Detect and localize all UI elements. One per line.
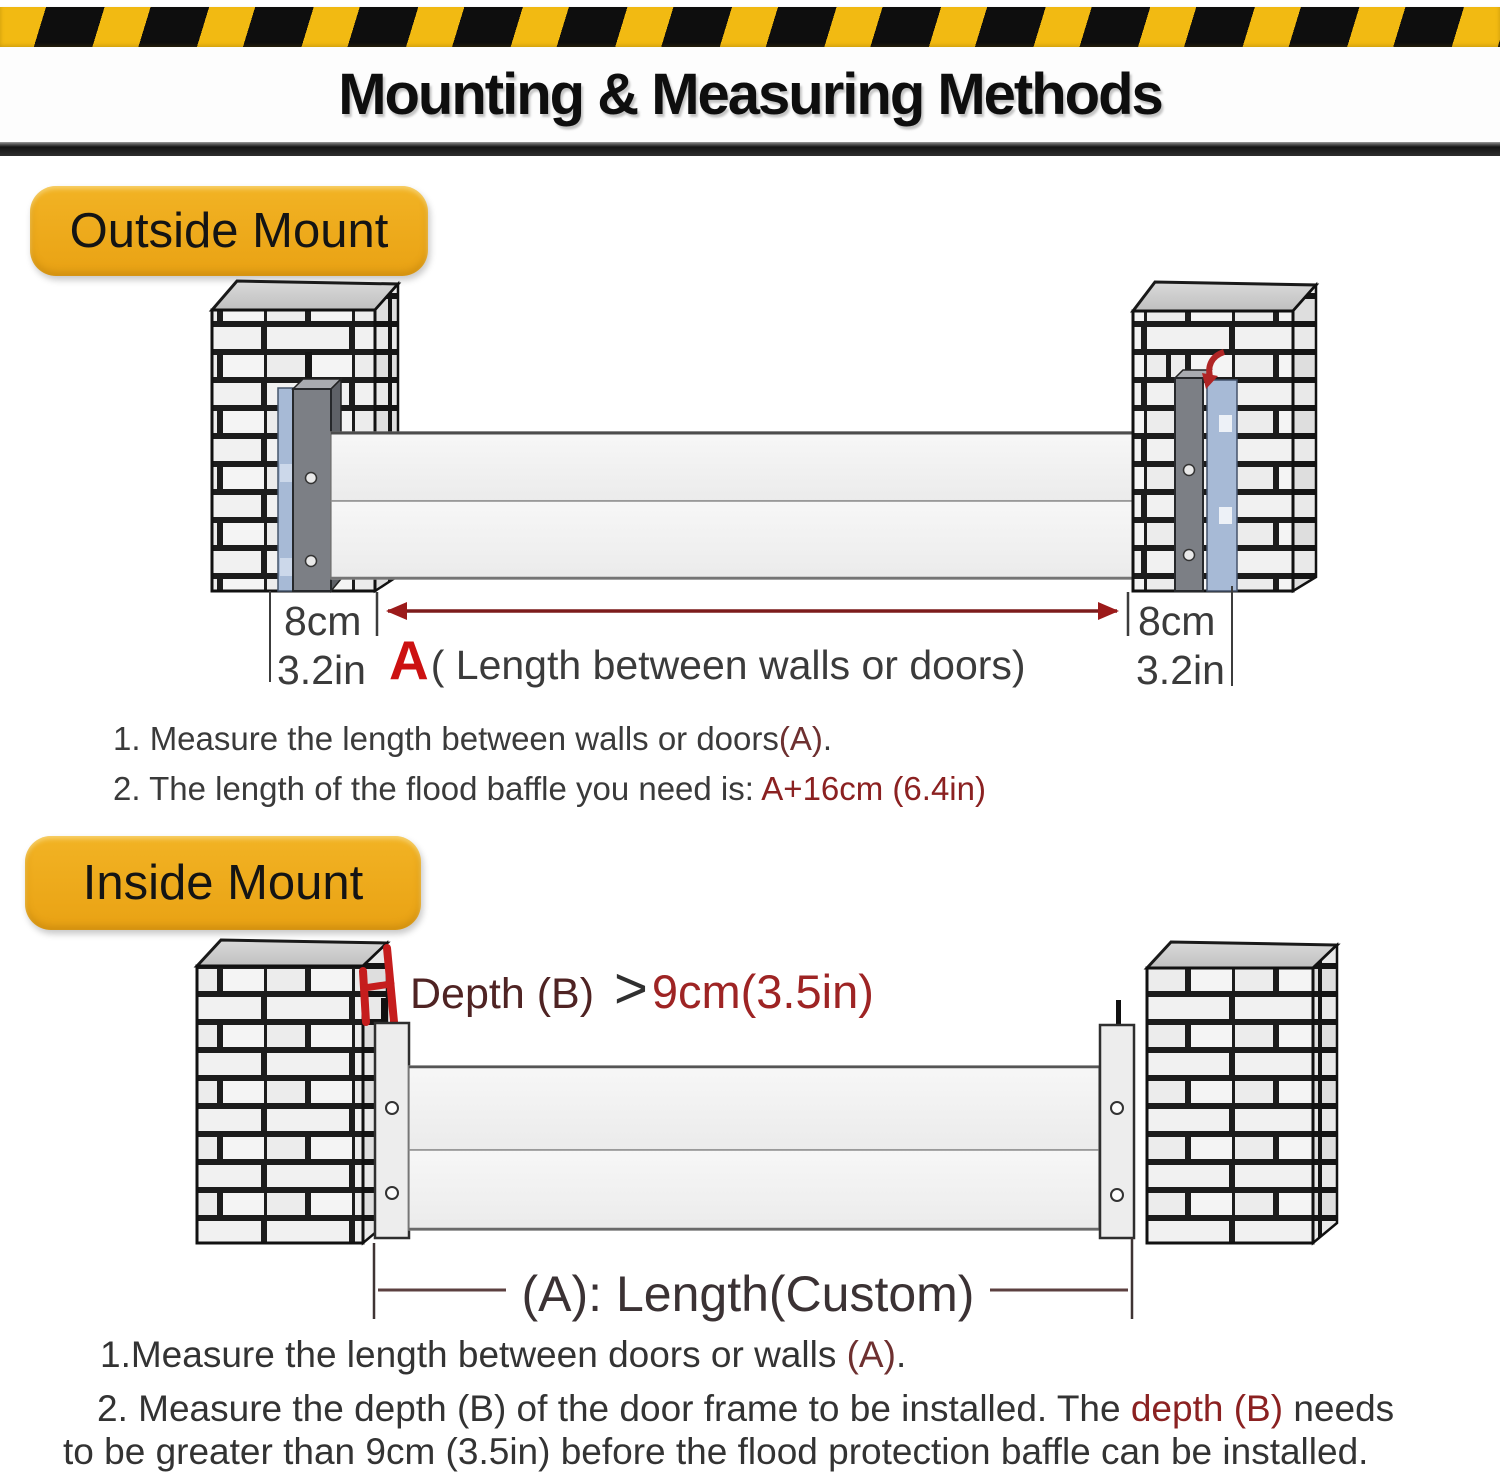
title-band xyxy=(0,47,1500,142)
caution-tape-stripe xyxy=(0,7,1500,49)
inside-dimension xyxy=(374,1238,1132,1322)
channel-rod xyxy=(1166,351,1171,379)
outside-step-2: 2. The length of the flood baffle you need is: A+16cm (6.4in) xyxy=(113,770,986,807)
arrowhead-left xyxy=(386,602,407,620)
depth-annotation: Depth (B) >9cm(3.5in) xyxy=(410,956,874,1021)
dim-right-cm: 8cm xyxy=(1138,598,1216,644)
inside-left-channel xyxy=(375,998,409,1238)
channel-rod xyxy=(305,352,312,382)
dim-left-cm: 8cm xyxy=(284,598,362,644)
screw-hole xyxy=(1111,1189,1123,1201)
inside-step-2: 2. Measure the depth (B) of the door frame to be installed. The depth (B) needs xyxy=(97,1388,1395,1429)
outside-dimension xyxy=(270,586,1232,688)
pillar-front-face xyxy=(197,966,363,1243)
screw-hole xyxy=(1111,1102,1123,1114)
inside-left-pillar xyxy=(197,940,387,1243)
dim-a-label: A( Length between walls or doors) xyxy=(389,629,1026,688)
inside-mount-diagram xyxy=(0,938,1500,1333)
pillar-cap xyxy=(1133,282,1316,311)
length-custom-label: (A): Length(Custom) xyxy=(521,1266,975,1322)
barrier-plank-bottom xyxy=(409,1150,1099,1230)
pillar-side-face xyxy=(1293,285,1316,591)
screw-hole xyxy=(1184,550,1195,561)
barrier-plank-top xyxy=(409,1066,1099,1150)
dim-right-in: 3.2in xyxy=(1136,647,1225,688)
outside-mount-diagram xyxy=(0,268,1500,688)
header-divider-bar xyxy=(0,142,1500,156)
dim-left-in: 3.2in xyxy=(277,647,366,688)
outside-right-seal-strip xyxy=(1207,380,1237,591)
barrier-plank-bottom xyxy=(331,501,1175,579)
channel-rod xyxy=(381,998,386,1024)
inside-step-2-continued: to be greater than 9cm (3.5in) before the flood protection baffle can be installed. xyxy=(63,1431,1369,1472)
outside-mount-steps xyxy=(113,714,986,814)
pillar-cap xyxy=(197,940,387,966)
outside-left-seal-strip xyxy=(278,388,294,591)
channel-rod xyxy=(1116,1000,1121,1025)
outside-mount-badge xyxy=(30,186,428,276)
outside-step-1: 1. Measure the length between walls or doors(A). xyxy=(113,720,833,757)
inside-mount-badge-label: Inside Mount xyxy=(82,856,364,910)
pillar-cap xyxy=(212,281,398,310)
outside-mount-badge-label: Outside Mount xyxy=(69,204,389,258)
inside-step-1: 1.Measure the length between doors or walls (A). xyxy=(100,1334,907,1375)
pillar-side-face xyxy=(1313,945,1337,1243)
screw-hole xyxy=(386,1102,398,1114)
inside-mount-badge xyxy=(25,836,421,930)
outside-flood-barrier xyxy=(331,432,1175,579)
screw-hole xyxy=(306,473,317,484)
screw-hole xyxy=(306,556,317,567)
barrier-plank-top xyxy=(331,432,1175,501)
pillar-front-face xyxy=(1147,968,1313,1243)
inside-right-channel xyxy=(1100,1000,1134,1238)
arrowhead-right xyxy=(1098,602,1119,620)
screw-hole xyxy=(386,1187,398,1199)
pillar-cap xyxy=(1147,942,1337,968)
inside-flood-barrier xyxy=(409,1066,1099,1230)
page-title: Mounting & Measuring Methods xyxy=(338,62,1162,127)
screw-hole xyxy=(1184,465,1195,476)
inside-right-pillar xyxy=(1147,942,1337,1243)
